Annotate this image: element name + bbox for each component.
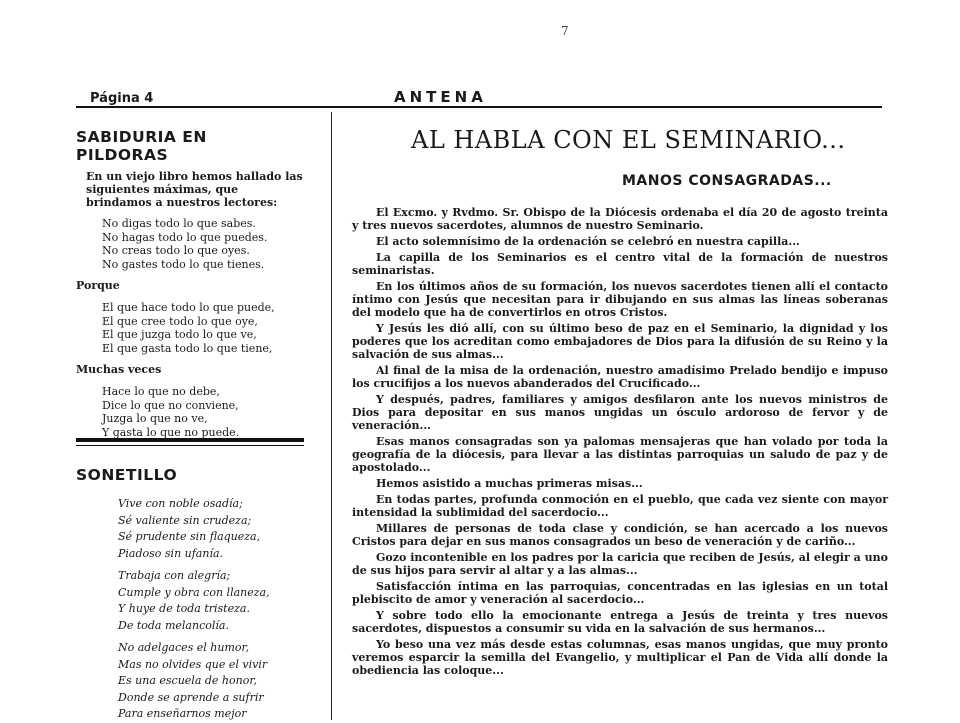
section-divider-thick	[76, 438, 304, 442]
verse: Para enseñarnos mejor	[118, 707, 247, 720]
article-paragraph: Al final de la misa de la ordenación, nuestro amadísimo Prelado bendijo e impuso los crucifijos a los nuevos abanderados del Crucificado...	[352, 364, 888, 390]
sabiduria-intro: En un viejo libro hemos hallado las siguientes máximas, que brindamos a nuestros lectores:	[86, 170, 303, 209]
column-separator	[331, 112, 332, 720]
article-paragraph: La capilla de los Seminarios es el centro vital de la formación de nuestros seminaristas.	[352, 251, 888, 277]
verse: Vive con noble osadía;	[118, 497, 243, 510]
article-paragraph: Satisfacción íntima en las parroquias, concentradas en las iglesias en un total plebiscito de amor y veneración al sacerdocio...	[352, 580, 888, 606]
header-rule	[76, 106, 882, 108]
verse: Trabaja con alegría;	[118, 569, 231, 582]
verse: Y huye de toda tristeza.	[118, 602, 250, 615]
stanza-2	[76, 568, 304, 634]
publication-name: ANTENA	[394, 88, 487, 106]
section-divider-thin	[76, 445, 304, 446]
maxim: No hagas todo lo que puedes.	[102, 230, 268, 244]
stanza-1	[76, 496, 304, 562]
article-paragraph: Y después, padres, familiares y amigos desfilaron ante los nuevos ministros de Dios para depositar en sus manos ungidas un ósculo ardoroso de fervor y de veneración...	[352, 393, 888, 432]
maxims-group-3	[76, 385, 304, 439]
maxim: Dice lo que no conviene,	[102, 398, 239, 412]
article-paragraph: En los últimos años de su formación, los nuevos sacerdotes tienen allí el contacto íntimo con Jesús que necesitan para ir dibujando en sus almas las líneas soberanas del modelo que ha de convertirlos en otros Cristos.	[352, 280, 888, 319]
maxims-group-2	[76, 301, 304, 355]
article-paragraph: El Excmo. y Rvdmo. Sr. Obispo de la Diócesis ordenaba el día 20 de agosto treinta y tres nuevos sacerdotes, alumnos de nuestro Seminario.	[352, 206, 888, 232]
verse: Donde se aprende a sufrir	[118, 690, 264, 704]
page-mark: 7	[561, 24, 569, 38]
maxim: Juzga lo que no ve,	[102, 412, 208, 425]
maxim: El que gasta todo lo que tiene,	[102, 341, 273, 355]
maxim: El que juzga todo lo que ve,	[102, 328, 257, 341]
article-paragraph: Y sobre todo ello la emocionante entrega a Jesús de treinta y tres nuevos sacerdotes, dispuestos a consumir su vida en la salvación de sus hermanos...	[352, 609, 888, 635]
verse: Sé prudente sin flaqueza,	[118, 530, 261, 543]
sonetillo-section	[76, 466, 304, 723]
sabiduria-title: SABIDURIA EN PILDORAS	[76, 128, 207, 164]
maxim: Hace lo que no debe,	[102, 385, 220, 398]
maxims-label-porque: Porque	[76, 279, 120, 292]
maxim: El que cree todo lo que oye,	[102, 314, 258, 328]
maxim: El que hace todo lo que puede,	[102, 301, 275, 314]
maxims-label-muchas-veces: Muchas veces	[76, 363, 162, 376]
sabiduria-section	[76, 128, 304, 439]
verse: Cumple y obra con llaneza,	[118, 585, 270, 599]
article-subtitle: MANOS CONSAGRADAS...	[622, 173, 832, 189]
article-paragraph: Esas manos consagradas son ya palomas mensajeras que han volado por toda la geografía de la diócesis, para llevar a las distintas parroquias un saludo de paz y de apostolado...	[352, 435, 888, 474]
maxim: No creas todo lo que oyes.	[102, 244, 250, 257]
article-body	[352, 206, 888, 680]
maxim: No gastes todo lo que tienes.	[102, 257, 265, 271]
stanza-3	[76, 640, 304, 723]
article-paragraph: En todas partes, profunda conmoción en el pueblo, que cada vez siente con mayor intensidad la sublimidad del sacerdocio...	[352, 493, 888, 519]
maxim: Y gasta lo que no puede.	[102, 425, 240, 439]
article-paragraph: Hemos asistido a muchas primeras misas...	[376, 477, 643, 490]
verse: Es una escuela de honor,	[118, 674, 257, 687]
maxims-group-1	[76, 217, 304, 271]
verse: Mas no olvides que el vivir	[118, 657, 268, 671]
verse: No adelgaces el humor,	[118, 641, 250, 654]
verse: Piadoso sin ufanía.	[118, 546, 224, 560]
article-paragraph: Millares de personas de toda clase y condición, se han acercado a los nuevos Cristos para dejar en sus manos consagrados un beso de veneración y de cariño...	[352, 522, 888, 548]
verse: Sé valiente sin crudeza;	[118, 513, 252, 527]
article-paragraph: Y Jesús les dió allí, con su último beso de paz en el Seminario, la dignidad y los poderes que los acreditan como embajadores de Dios para la difusión de su Reino y la salvación de sus almas...	[352, 322, 888, 361]
page-header	[90, 88, 880, 108]
maxim: No digas todo lo que sabes.	[102, 217, 256, 230]
sonetillo-title: SONETILLO	[76, 466, 178, 484]
article-paragraph: Yo beso una vez más desde estas columnas, esas manos ungidas, que muy pronto veremos esparcir la semilla del Evangelio, y multiplicar el Pan de Vida allí donde la obediencia las coloque...	[352, 638, 888, 677]
article-title: AL HABLA CON EL SEMINARIO...	[411, 126, 846, 154]
article-paragraph: Gozo incontenible en los padres por la caricia que reciben de Jesús, al elegir a uno de sus hijos para servir al altar y a las almas...	[352, 551, 888, 577]
article-paragraph: El acto solemnísimo de la ordenación se celebró en nuestra capilla...	[376, 235, 800, 248]
page-number: Página 4	[90, 91, 154, 106]
verse: De toda melancolía.	[118, 618, 229, 632]
